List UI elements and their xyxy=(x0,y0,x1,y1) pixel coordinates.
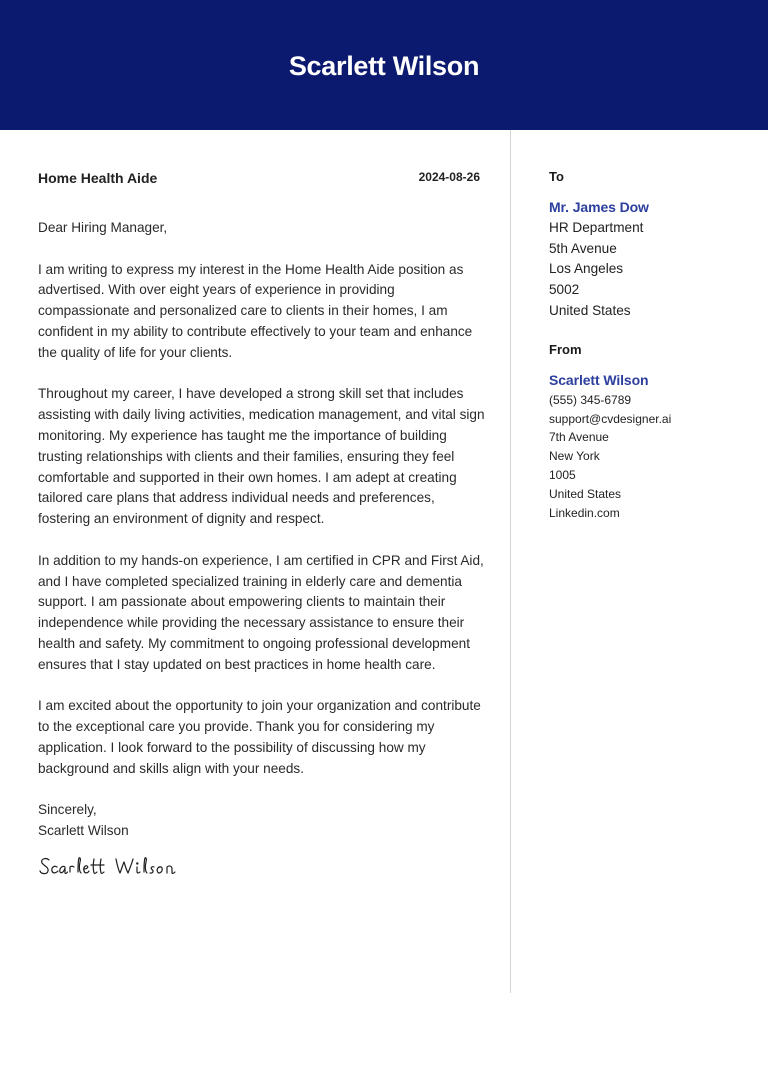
signer-name: Scarlett Wilson xyxy=(38,823,129,839)
closing: Sincerely, xyxy=(38,802,97,818)
recipient-postal-code: 5002 xyxy=(549,282,580,298)
sender-name: Scarlett Wilson xyxy=(549,372,649,388)
letter-body xyxy=(38,218,488,842)
sender-linkedin-link[interactable]: Linkedin.com xyxy=(549,505,620,520)
handwritten-signature xyxy=(38,852,258,882)
sender-heading: From xyxy=(549,342,582,357)
sender-street: 7th Avenue xyxy=(549,430,609,445)
letter-paragraph-2: Throughout my career, I have developed a strong skill set that includes assisting with daily living activities, medication management, and vital sign monitoring. My experience has taught me the importance of building trusting relationships with clients and their families, ensuring they feel comfortable and supported in their own homes. I am adept at creating tailored care plans that address individual needs and preferences, fostering an environment of dignity and respect. xyxy=(38,386,485,527)
recipient-name: Mr. James Dow xyxy=(549,199,649,215)
recipient-city: Los Angeles xyxy=(549,261,624,277)
letter-paragraph-1: I am writing to express my interest in the Home Health Aide position as advertised. With over eight years of experience in providing compassionate and personalized care to clients in their homes, I am confident in my ability to contribute effectively to your team and enhance the quality of life for your clients. xyxy=(38,261,473,360)
sender-postal-code: 1005 xyxy=(549,467,576,482)
header-banner xyxy=(0,0,768,130)
recipient-street: 5th Avenue xyxy=(549,240,617,256)
job-title: Home Health Aide xyxy=(38,170,158,186)
salutation: Dear Hiring Manager, xyxy=(38,220,168,235)
letter-paragraph-4: I am excited about the opportunity to join your organization and contribute to the exceptional care you provide. Thank you for considering my application. I look forward to the possibility of discussing how my background and skills align with your needs. xyxy=(38,698,481,776)
recipient-country: United States xyxy=(549,302,631,318)
column-divider xyxy=(510,130,511,993)
letter-date: 2024-08-26 xyxy=(418,170,480,184)
sender-email[interactable]: support@cvdesigner.ai xyxy=(549,411,672,426)
sender-phone: (555) 345-6789 xyxy=(549,392,632,407)
applicant-name-title: Scarlett Wilson xyxy=(288,51,480,81)
recipient-heading: To xyxy=(549,169,564,184)
sender-city: New York xyxy=(549,449,600,464)
recipient-block xyxy=(549,197,759,322)
sender-block xyxy=(549,370,759,522)
recipient-department: HR Department xyxy=(549,219,644,235)
sender-country: United States xyxy=(549,486,622,501)
letter-paragraph-3: In addition to my hands-on experience, I am certified in CPR and First Aid, and I have completed specialized training in elderly care and dementia support. I am passionate about empowering clients to maintain their independence while providing the necessary assistance to ensure their health and safety. My commitment to ongoing professional development ensures that I stay updated on best practices in home health care. xyxy=(38,552,484,672)
